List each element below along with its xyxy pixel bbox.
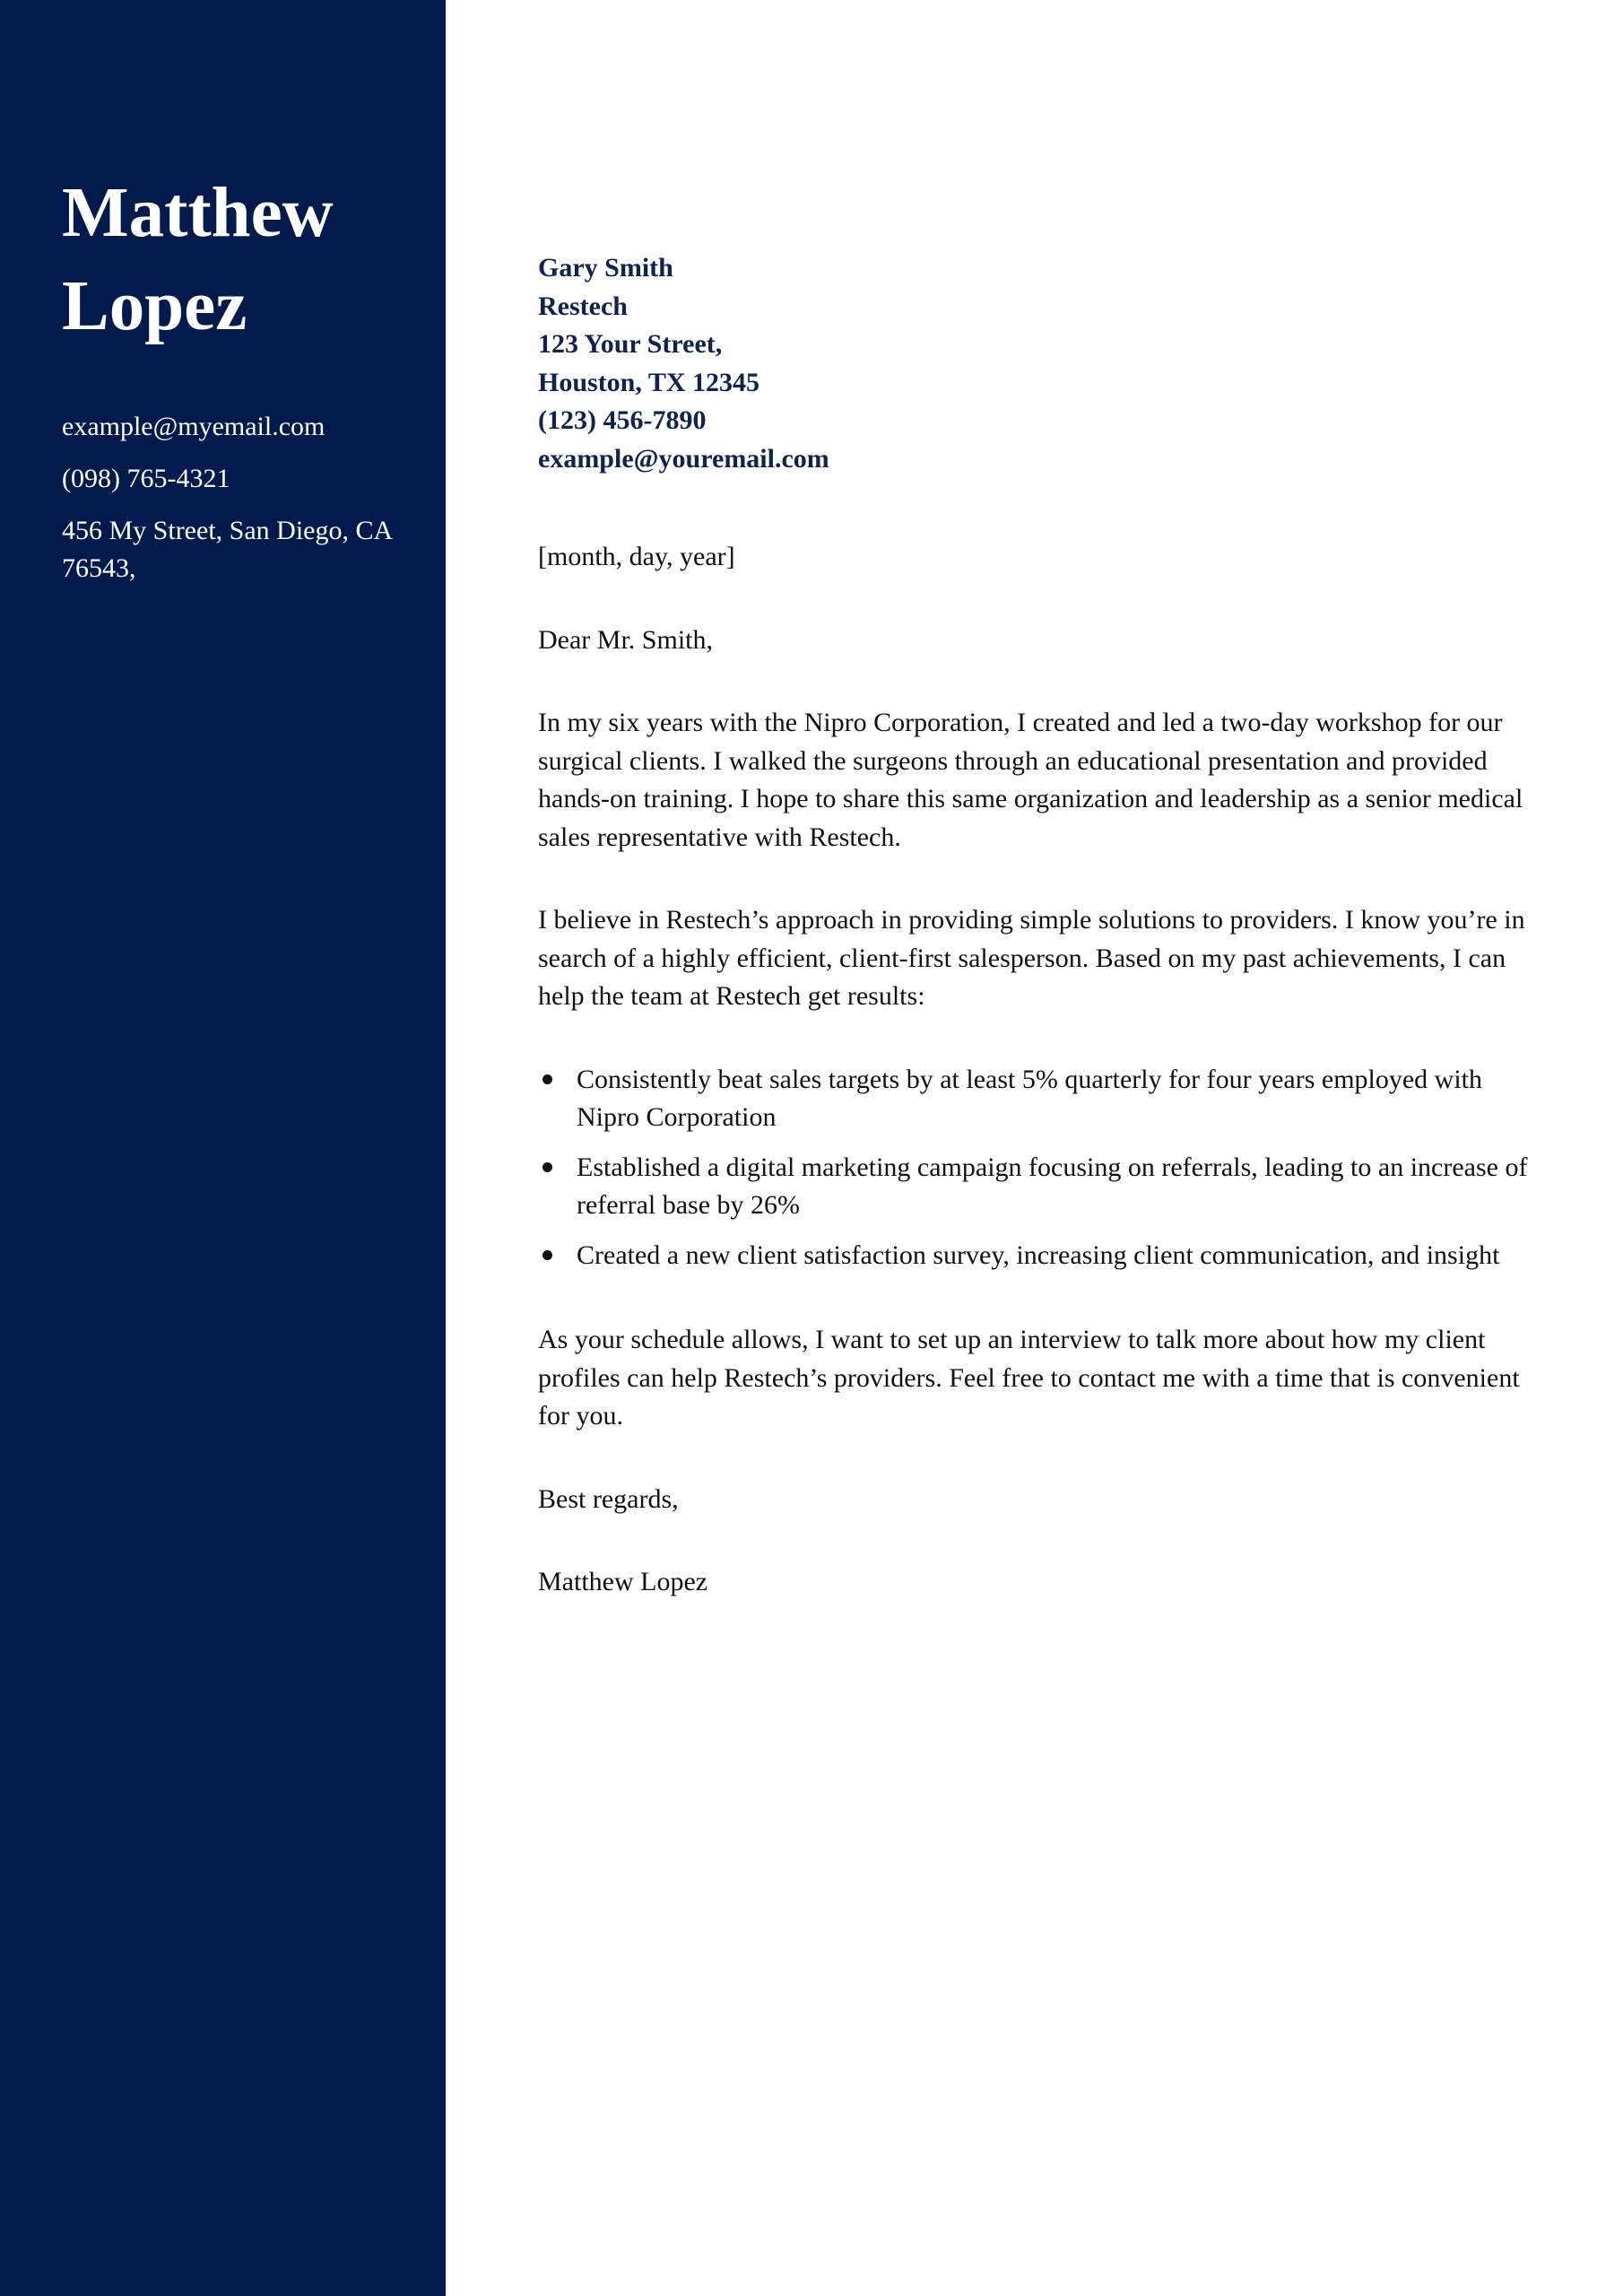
- sender-address: 456 My Street, San Diego, CA 76543,: [62, 516, 392, 583]
- paragraph-closing: As your schedule allows, I want to set up an interview to talk more about how my client profiles can help Restech’s providers. Feel free to contact me with a time that is convenient for you.: [538, 1325, 1520, 1431]
- list-item-text: Consistently beat sales targets by at least 5% quarterly for four years employed with Nipro Corporation: [577, 1064, 1483, 1132]
- list-item-text: Created a new client satisfaction survey, increasing client communication, and insight: [577, 1239, 1500, 1270]
- achievements-list: [538, 1061, 1533, 1275]
- bullet-icon: [542, 1250, 552, 1260]
- recipient-street: 123 Your Street,: [538, 329, 723, 359]
- list-item-text: Established a digital marketing campaign focusing on referrals, leading to an increase of referral base by 26%: [577, 1152, 1528, 1220]
- recipient-name: Gary Smith: [538, 253, 673, 283]
- signoff: Best regards,: [538, 1483, 679, 1514]
- bullet-icon: [542, 1074, 552, 1084]
- sender-name: [62, 167, 421, 353]
- list-item: [538, 1061, 1533, 1137]
- paragraph-intro: In my six years with the Nipro Corporation, I created and led a two-day workshop for our surgical clients. I walked the surgeons through an educational presentation and provided hands-on training. I hope to share this same organization and leadership as a senior medical sales representative with Restech.: [538, 708, 1523, 852]
- sender-phone: (098) 765-4321: [62, 464, 230, 493]
- sender-first-name: Matthew: [62, 174, 334, 252]
- sender-last-name: Lopez: [62, 267, 247, 345]
- letter-body: [538, 249, 1533, 1602]
- recipient-email: example@youremail.com: [538, 443, 829, 474]
- list-item: [538, 1149, 1533, 1225]
- list-item: [538, 1237, 1533, 1275]
- signature-name: Matthew Lopez: [538, 1567, 708, 1596]
- sidebar: [0, 0, 446, 2296]
- salutation: Dear Mr. Smith,: [538, 624, 713, 655]
- sender-email: example@myemail.com: [62, 412, 325, 441]
- letter-date: [month, day, year]: [538, 542, 735, 571]
- recipient-city: Houston, TX 12345: [538, 367, 760, 397]
- recipient-phone: (123) 456-7890: [538, 405, 707, 435]
- recipient-company: Restech: [538, 291, 628, 321]
- paragraph-approach: I believe in Restech’s approach in providing simple solutions to providers. I know you’re in search of a highly efficient, client-first salesperson. Based on my past achievements, I can help the team at Restech get results:: [538, 905, 1525, 1011]
- recipient-block: [538, 249, 1533, 478]
- bullet-icon: [542, 1162, 552, 1172]
- sender-contact: [62, 408, 421, 587]
